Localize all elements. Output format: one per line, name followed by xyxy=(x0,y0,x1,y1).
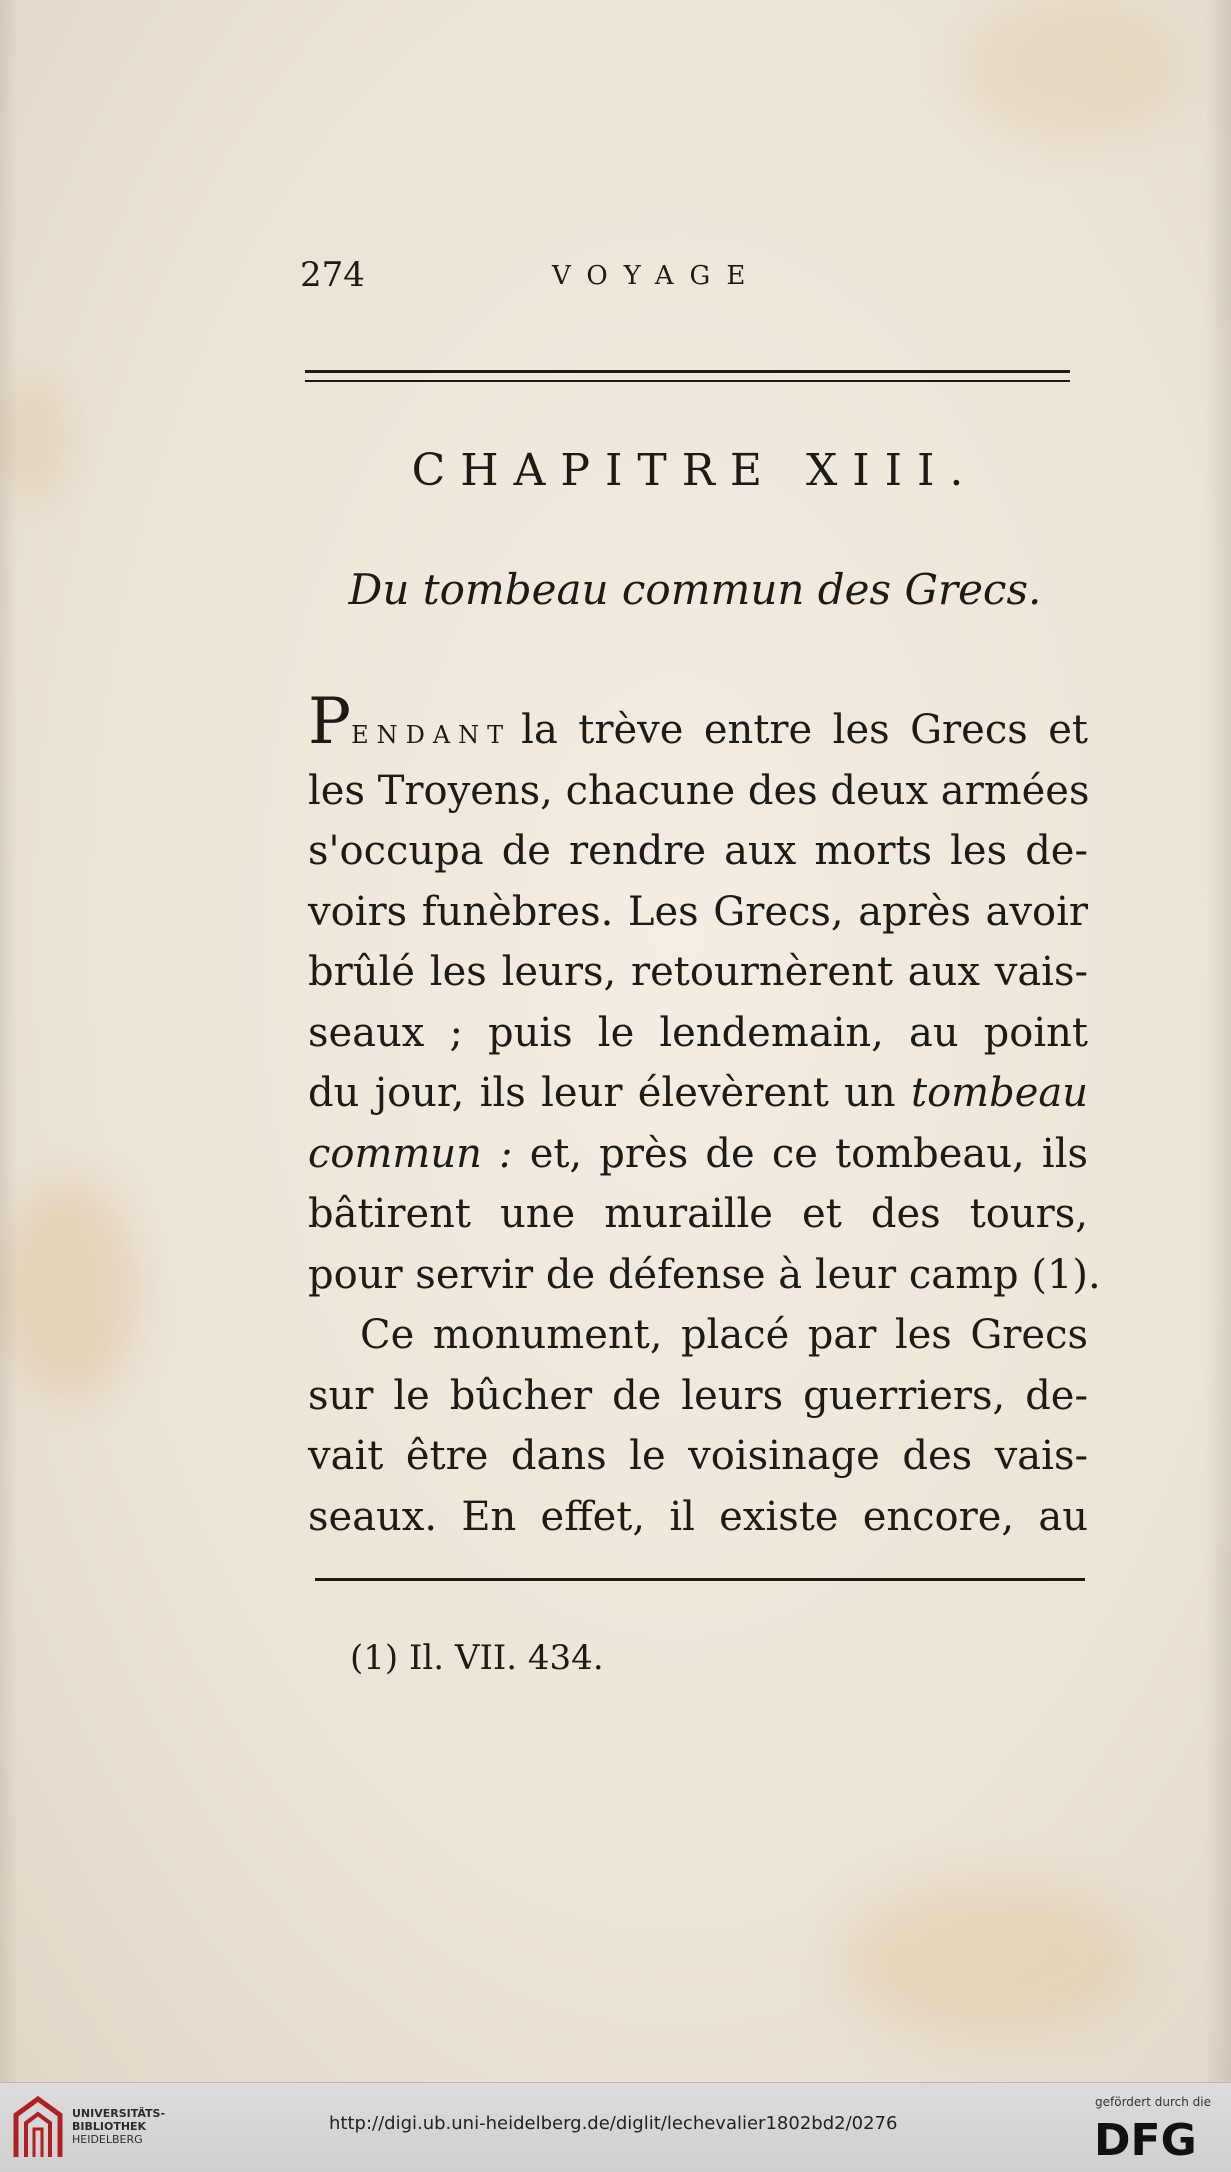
text-line: seaux ; puis le lendemain, au point xyxy=(308,1009,1088,1056)
text-line xyxy=(308,1063,1088,1124)
text-line xyxy=(308,685,1088,761)
text-line: Ce monument, placé par les Grecs xyxy=(360,1312,1088,1358)
library-name xyxy=(72,2107,165,2146)
page-number: 274 xyxy=(300,255,365,295)
italic-word: tombeau xyxy=(911,1070,1088,1116)
library-name-line: BIBLIOTHEK xyxy=(72,2120,147,2133)
line-text: la trève entre les Grecs et xyxy=(521,707,1088,753)
text-line: vait être dans le voisinage des vais- xyxy=(308,1433,1088,1479)
text-line xyxy=(308,1124,1088,1185)
text-line: seaux. En effet, il existe encore, au xyxy=(308,1493,1088,1540)
page-edge-shadow xyxy=(1205,0,1231,2082)
paper-stain xyxy=(960,0,1180,140)
permalink-url[interactable]: http://digi.ub.uni-heidelberg.de/diglit/lechevalier1802bd2/0276 xyxy=(329,2113,898,2134)
paper-stain xyxy=(0,1180,140,1400)
text-line: pour servir de défense à leur camp (1). xyxy=(308,1251,1101,1298)
italic-word: commun : xyxy=(308,1130,513,1177)
line-text: et, près de ce tombeau, ils xyxy=(529,1130,1089,1177)
line-text: du jour, ils leur élevèrent un xyxy=(308,1070,896,1116)
body-text xyxy=(308,685,1101,1547)
footnote: (1) Il. VII. 434. xyxy=(350,1638,604,1678)
drop-cap: P xyxy=(308,685,352,759)
text-line: voirs funèbres. Les Grecs, après avoir xyxy=(308,888,1088,935)
funding-caption: gefördert durch die xyxy=(1095,2095,1211,2109)
ub-heidelberg-logo-icon[interactable] xyxy=(12,2095,64,2161)
viewer-footer xyxy=(0,2082,1231,2172)
text-line: brûlé les leurs, retournèrent aux vais- xyxy=(308,949,1088,995)
paper-stain xyxy=(840,1880,1140,2040)
chapter-subtitle: Du tombeau commun des Grecs. xyxy=(348,565,1042,614)
text-line: bâtirent une muraille et des tours, xyxy=(308,1191,1088,1237)
text-line: s'occupa de rendre aux morts les de- xyxy=(308,828,1088,874)
small-caps-word: ENDANT xyxy=(351,721,512,749)
text-line: sur le bûcher de leurs guerriers, de- xyxy=(308,1372,1088,1419)
running-head xyxy=(300,255,1090,305)
text-line: les Troyens, chacune des deux armées xyxy=(308,767,1090,814)
footnote-rule xyxy=(315,1578,1085,1581)
dfg-logo-icon[interactable] xyxy=(1094,2113,1216,2161)
library-name-line: UNIVERSITÄTS- xyxy=(72,2107,166,2120)
page-edge-shadow xyxy=(0,0,18,2082)
library-name-line: HEIDELBERG xyxy=(72,2133,143,2146)
header-double-rule xyxy=(305,370,1070,382)
chapter-title: CHAPITRE XIII. xyxy=(411,445,979,496)
running-title: VOYAGE xyxy=(552,261,762,291)
dfg-logo-text: DFG xyxy=(1094,2115,1197,2161)
